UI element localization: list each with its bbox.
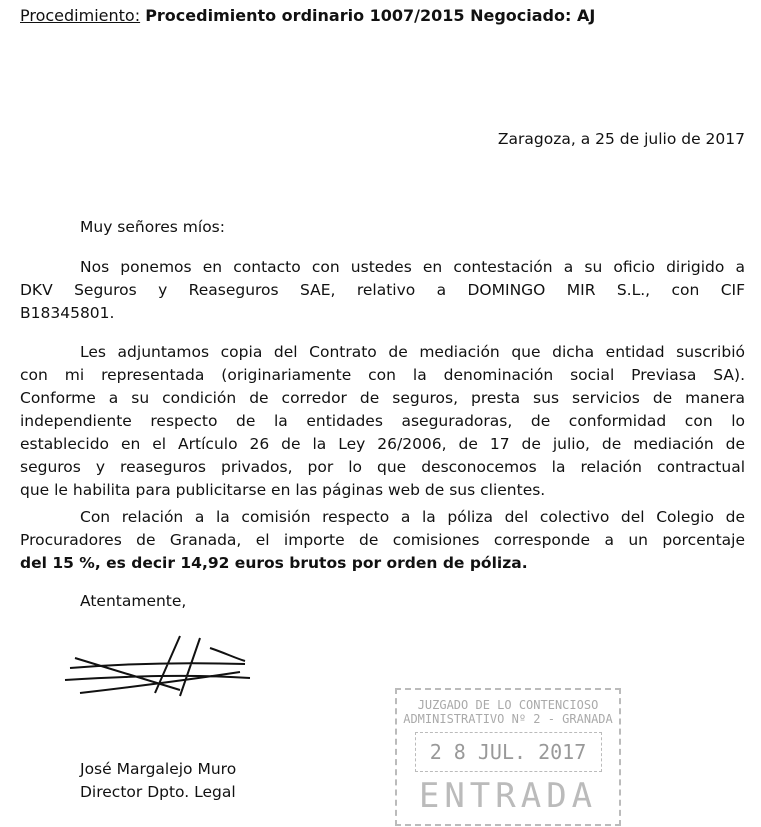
stamp-date: 2 8 JUL. 2017 [415, 732, 602, 772]
para-line: DKV Seguros y Reaseguros SAE, relativo a DOMINGO MIR S.L., con CIF [20, 281, 745, 299]
para-line: con mi representada (originariamente con la denominación social Previasa SA). [20, 366, 745, 384]
paragraph-3 [20, 506, 745, 575]
letter-date: Zaragoza, a 25 de julio de 2017 [497, 130, 745, 148]
para-line: Conforme a su condición de corredor de seguros, presta sus servicios de manera [20, 389, 745, 407]
para-line: independiente respecto de la entidades aseguradoras, de conformidad con lo [20, 412, 745, 430]
paragraph-1 [20, 256, 745, 325]
para-line: Procuradores de Granada, el importe de comisiones corresponde a un porcentaje [20, 531, 745, 549]
para-line: del 15 %, es decir 14,92 euros brutos por orden de póliza. [20, 554, 528, 572]
procedure-header [20, 6, 595, 25]
signatory-name: José Margalejo Muro [80, 760, 237, 778]
handwritten-signature [60, 628, 260, 703]
court-entry-stamp [395, 688, 621, 826]
stamp-label: ENTRADA [418, 776, 598, 816]
paragraph-2 [20, 341, 745, 502]
procedure-value: Procedimiento ordinario 1007/2015 Negociado: AJ [145, 6, 596, 25]
greeting: Muy señores míos: [80, 218, 225, 236]
closing: Atentamente, [80, 592, 187, 610]
para-line: establecido en el Artículo 26 de la Ley 26/2006, de 17 de julio, de mediación de [20, 435, 745, 453]
stamp-court: JUZGADO DE LO CONTENCIOSO ADMINISTRATIVO Nº 2 - GRANADA [403, 698, 613, 726]
para-line: B18345801. [20, 304, 115, 322]
para-line: que le habilita para publicitarse en las páginas web de sus clientes. [20, 481, 546, 499]
para-line: Nos ponemos en contacto con ustedes en contestación a su oficio dirigido a [80, 258, 745, 276]
signatory-title: Director Dpto. Legal [80, 783, 236, 801]
para-line: Con relación a la comisión respecto a la póliza del colectivo del Colegio de [80, 508, 745, 526]
procedure-label: Procedimiento: [20, 6, 141, 25]
signatory [80, 758, 236, 804]
para-line: seguros y reaseguros privados, por lo que desconocemos la relación contractual [20, 458, 745, 476]
para-line: Les adjuntamos copia del Contrato de mediación que dicha entidad suscribió [80, 343, 745, 361]
